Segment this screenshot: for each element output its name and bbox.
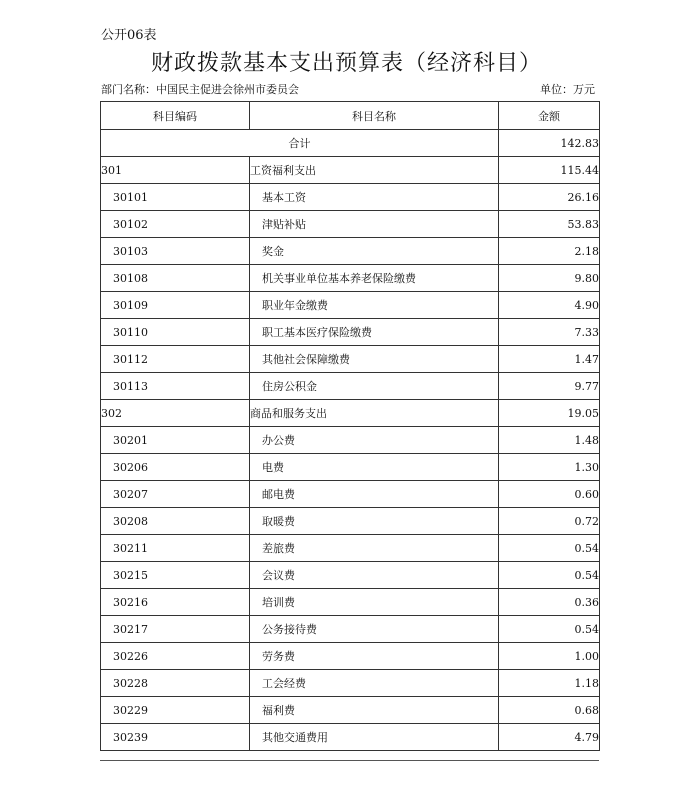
row-code: 30216 [101, 589, 250, 616]
row-code: 30239 [101, 724, 250, 751]
table-header-row [101, 102, 600, 130]
column-header-amount: 金额 [499, 102, 600, 130]
row-code: 30112 [101, 346, 250, 373]
row-amount: 0.54 [499, 562, 600, 589]
table-row [101, 265, 600, 292]
table-number: 公开06表 [101, 28, 157, 43]
row-code: 30228 [101, 670, 250, 697]
row-amount: 1.47 [499, 346, 600, 373]
row-code: 30109 [101, 292, 250, 319]
table-row [101, 724, 600, 751]
table-row [101, 346, 600, 373]
row-name: 商品和服务支出 [250, 400, 499, 427]
row-code: 30206 [101, 454, 250, 481]
row-name: 工资福利支出 [250, 157, 499, 184]
total-row [101, 130, 600, 157]
row-amount: 1.00 [499, 643, 600, 670]
table-row [101, 616, 600, 643]
row-amount: 115.44 [499, 157, 600, 184]
table-row [101, 562, 600, 589]
table-row [101, 238, 600, 265]
row-name: 邮电费 [250, 481, 499, 508]
row-amount: 4.90 [499, 292, 600, 319]
row-code: 30226 [101, 643, 250, 670]
row-code: 30207 [101, 481, 250, 508]
row-code: 30110 [101, 319, 250, 346]
row-amount: 53.83 [499, 211, 600, 238]
row-amount: 0.54 [499, 535, 600, 562]
row-amount: 0.68 [499, 697, 600, 724]
column-header-name: 科目名称 [250, 102, 499, 130]
table-row [101, 373, 600, 400]
row-name: 机关事业单位基本养老保险缴费 [250, 265, 499, 292]
row-amount: 26.16 [499, 184, 600, 211]
row-amount: 0.60 [499, 481, 600, 508]
row-amount: 2.18 [499, 238, 600, 265]
row-name: 工会经费 [250, 670, 499, 697]
row-code: 30108 [101, 265, 250, 292]
table-row [101, 184, 600, 211]
row-name: 奖金 [250, 238, 499, 265]
row-code: 30211 [101, 535, 250, 562]
table-row [101, 670, 600, 697]
row-amount: 1.18 [499, 670, 600, 697]
table-row [101, 319, 600, 346]
row-amount: 9.80 [499, 265, 600, 292]
row-name: 其他交通费用 [250, 724, 499, 751]
row-code: 301 [101, 157, 250, 184]
unit-label: 单位：万元 [540, 83, 595, 96]
bottom-divider [100, 760, 599, 761]
table-row [101, 697, 600, 724]
table-row [101, 157, 600, 184]
row-name: 福利费 [250, 697, 499, 724]
table-row [101, 589, 600, 616]
table-row [101, 643, 600, 670]
row-code: 30101 [101, 184, 250, 211]
row-code: 30217 [101, 616, 250, 643]
row-name: 会议费 [250, 562, 499, 589]
table-row [101, 292, 600, 319]
column-header-code: 科目编码 [101, 102, 250, 130]
row-name: 办公费 [250, 427, 499, 454]
row-amount: 0.72 [499, 508, 600, 535]
table-row [101, 211, 600, 238]
row-amount: 1.48 [499, 427, 600, 454]
row-name: 公务接待费 [250, 616, 499, 643]
total-label: 合计 [101, 130, 499, 157]
row-amount: 9.77 [499, 373, 600, 400]
row-name: 住房公积金 [250, 373, 499, 400]
department-name: 部门名称：中国民主促进会徐州市委员会 [101, 83, 299, 96]
row-amount: 19.05 [499, 400, 600, 427]
table-row [101, 427, 600, 454]
row-code: 30201 [101, 427, 250, 454]
row-amount: 7.33 [499, 319, 600, 346]
row-name: 差旅费 [250, 535, 499, 562]
page-title: 财政拨款基本支出预算表（经济科目） [150, 51, 542, 76]
row-name: 培训费 [250, 589, 499, 616]
row-code: 30103 [101, 238, 250, 265]
total-amount: 142.83 [499, 130, 600, 157]
row-name: 取暖费 [250, 508, 499, 535]
row-name: 电费 [250, 454, 499, 481]
row-name: 劳务费 [250, 643, 499, 670]
row-name: 津贴补贴 [250, 211, 499, 238]
table-row [101, 481, 600, 508]
table-row [101, 454, 600, 481]
row-amount: 4.79 [499, 724, 600, 751]
row-code: 30102 [101, 211, 250, 238]
table-row [101, 508, 600, 535]
row-code: 302 [101, 400, 250, 427]
row-amount: 0.54 [499, 616, 600, 643]
row-code: 30208 [101, 508, 250, 535]
row-name: 职业年金缴费 [250, 292, 499, 319]
row-code: 30229 [101, 697, 250, 724]
budget-table [100, 101, 600, 751]
row-name: 基本工资 [250, 184, 499, 211]
row-code: 30113 [101, 373, 250, 400]
row-name: 职工基本医疗保险缴费 [250, 319, 499, 346]
row-code: 30215 [101, 562, 250, 589]
row-name: 其他社会保障缴费 [250, 346, 499, 373]
row-amount: 0.36 [499, 589, 600, 616]
row-amount: 1.30 [499, 454, 600, 481]
table-row [101, 535, 600, 562]
table-row [101, 400, 600, 427]
